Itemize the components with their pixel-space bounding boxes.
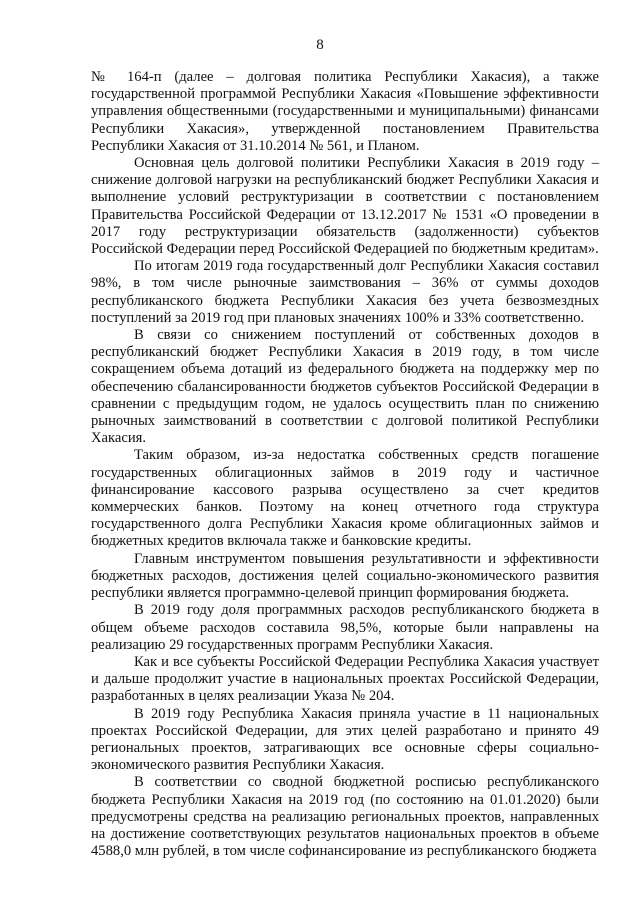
paragraph: В 2019 году Республика Хакасия приняла участие в 11 национальных проектах Российской Федерации, для этих целей разработано и принято 49 региональных проектов, затрагивающих все основные сферы социально-экономического развития Республики Хакасия. [91, 705, 599, 774]
paragraph-continuation: № 164-п (далее – долговая политика Республики Хакасия), а также государственной программой Республики Хакасия «Повышение эффективности управления общественными (государственными и муниципальными) финансами Республики Хакасия», утвержденной постановлением Правительства Республики Хакасия от 31.10.2014 № 561, и Планом. [91, 69, 599, 154]
document-body [91, 69, 599, 860]
paragraph: В связи со снижением поступлений от собственных доходов в республиканский бюджет Республики Хакасия в 2019 году, в том числе сокращением объема дотаций из федерального бюджета на поддержку мер по обеспечению сбалансированности бюджетов субъектов Российской Федерации в сравнении с предыдущим годом, не удалось осуществить план по снижению рыночных заимствований в соответствии с долговой политикой Республики Хакасия. [91, 327, 599, 447]
paragraph: Основная цель долговой политики Республики Хакасия в 2019 году – снижение долговой нагрузки на республиканский бюджет Республики Хакасия и выполнение условий реструктуризации в соответствии с постановлением Правительства Российской Федерации от 13.12.2017 № 1531 «О проведении в 2017 году реструктуризации обязательств (задолженности) субъектов Российской Федерации перед Российской Федерацией по бюджетным кредитам». [91, 155, 599, 258]
paragraph: В 2019 году доля программных расходов республиканского бюджета в общем объеме расходов составила 98,5%, которые были направлены на реализацию 29 государственных программ Республики Хакасия. [91, 602, 599, 653]
page-number: 8 [316, 37, 324, 53]
paragraph: В соответствии со сводной бюджетной росписью республиканского бюджета Республики Хакасия на 2019 год (по состоянию на 01.01.2020) были предусмотрены средства на реализацию региональных проектов, направленных на достижение соответствующих результатов национальных проектов в объеме 4588,0 млн рублей, в том числе софинансирование из республиканского бюджета [91, 774, 599, 860]
paragraph: Главным инструментом повышения результативности и эффективности бюджетных расходов, достижения целей социально-экономического развития республики является программно-целевой принцип формирования бюджета. [91, 550, 599, 602]
paragraph: Как и все субъекты Российской Федерации Республика Хакасия участвует и дальше продолжит участие в национальных проектах Российской Федерации, разработанных в целях реализации Указа № 204. [91, 653, 599, 705]
paragraph: По итогам 2019 года государственный долг Республики Хакасия составил 98%, в том числе рыночные заимствования – 36% от суммы доходов республиканского бюджета Республики Хакасия без учета безвозмездных поступлений за 2019 год при плановых значениях 100% и 33% соответственно. [91, 258, 599, 326]
paragraph: Таким образом, из-за недостатка собственных средств погашение государственных облигационных займов в 2019 году и частичное финансирование кассового разрыва осуществлено за счет кредитов коммерческих банков. Поэтому на конец отчетного года структура государственного долга Республики Хакасия кроме облигационных займов и бюджетных кредитов включала также и банковские кредиты. [91, 447, 599, 550]
